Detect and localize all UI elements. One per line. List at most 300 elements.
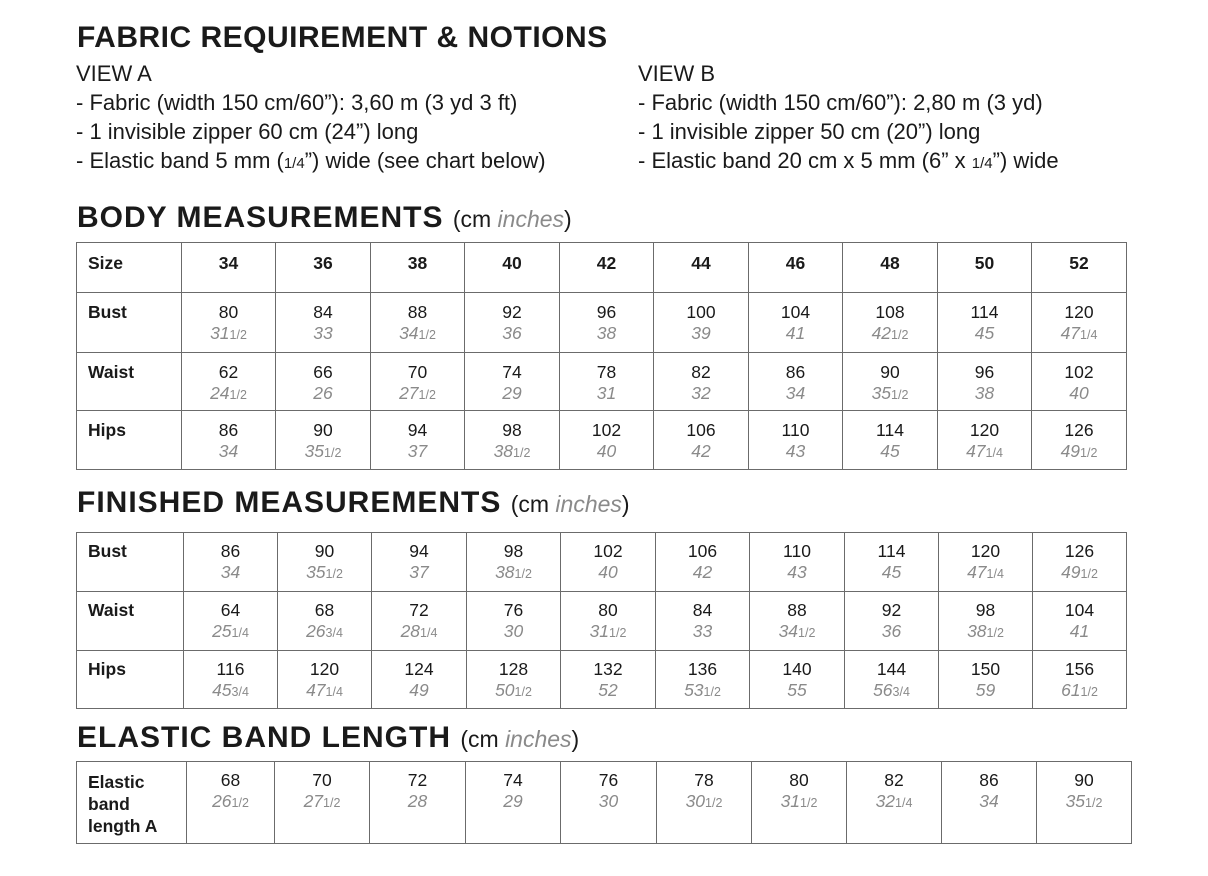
measurement-cell	[276, 411, 371, 470]
measurement-cell	[187, 762, 275, 844]
measurement-cell	[843, 353, 938, 411]
inch-whole: 45	[880, 441, 900, 461]
measurement-cell	[845, 533, 939, 592]
measurement-cell	[561, 592, 656, 651]
cm-value: 70	[407, 362, 428, 382]
inch-fraction: 1/2	[514, 685, 532, 699]
inch-fraction: 1/2	[325, 567, 343, 581]
inch-whole: 34	[220, 562, 241, 582]
cm-value: 124	[404, 659, 434, 679]
inch-fraction: 1/2	[229, 328, 247, 342]
cm-value: 84	[692, 600, 713, 620]
cm-value: 74	[502, 362, 522, 382]
inch-value	[187, 791, 274, 814]
inch-value	[752, 791, 846, 814]
cm-value: 92	[881, 600, 902, 620]
inch-value	[278, 680, 371, 703]
inch-value	[182, 441, 275, 462]
size-cell: 52	[1032, 243, 1127, 293]
body-measurements-title: BODY MEASUREMENTS (cm inches)	[77, 201, 572, 234]
size-header-row	[77, 243, 1127, 293]
inch-whole: 47	[967, 562, 987, 582]
measurement-cell	[942, 762, 1037, 844]
inch-fraction: 1/2	[418, 328, 436, 342]
inch-value	[560, 383, 653, 404]
cm-value: 120	[1064, 302, 1094, 322]
cm-value: 104	[1064, 600, 1095, 620]
inch-value	[466, 791, 560, 812]
units-note: (cm inches)	[452, 206, 572, 232]
inch-whole: 32	[875, 791, 896, 811]
row-label: Hips	[77, 651, 184, 709]
inch-whole: 38	[967, 621, 987, 641]
measurement-cell	[938, 293, 1032, 353]
measurement-cell	[276, 293, 371, 353]
table-row	[77, 651, 1127, 709]
inch-whole: 49	[409, 680, 429, 700]
measurement-cell	[560, 411, 654, 470]
cm-value: 120	[309, 659, 340, 679]
inch-fraction: 1/2	[703, 685, 721, 699]
cm-value: 102	[1064, 362, 1094, 382]
inch-whole: 25	[212, 621, 232, 641]
inch-whole: 34	[979, 791, 999, 811]
inch-whole: 35	[871, 383, 892, 403]
inch-whole: 43	[787, 562, 807, 582]
inch-value	[1033, 621, 1126, 642]
inch-value	[843, 323, 937, 346]
view-b-zipper: - 1 invisible zipper 50 cm (20”) long	[638, 119, 981, 144]
inch-fraction: 1/4	[1080, 328, 1098, 342]
measurement-cell	[939, 533, 1033, 592]
cm-value: 62	[218, 362, 239, 382]
inch-whole: 33	[692, 621, 713, 641]
view-a-zipper: - 1 invisible zipper 60 cm (24”) long	[76, 119, 419, 144]
inch-whole: 31	[596, 383, 617, 403]
inch-whole: 35	[306, 562, 326, 582]
inch-value	[939, 621, 1032, 644]
size-cell: 48	[843, 243, 938, 293]
view-b	[638, 59, 1059, 178]
cm-value: 70	[312, 770, 332, 790]
inch-whole: 27	[399, 383, 419, 403]
inch-value	[654, 323, 748, 344]
cm-value: 120	[969, 420, 1000, 440]
measurement-cell	[1032, 293, 1127, 353]
cm-value: 78	[596, 362, 617, 382]
measurement-cell	[656, 533, 750, 592]
inch-whole: 31	[210, 323, 230, 343]
inch-value	[465, 323, 559, 344]
row-label-line: band	[88, 794, 130, 814]
inch-whole: 42	[692, 562, 713, 582]
cm-value: 132	[593, 659, 623, 679]
measurement-cell	[656, 651, 750, 709]
cm-value: 72	[407, 770, 428, 790]
measurement-cell	[278, 533, 372, 592]
table-row	[77, 293, 1127, 353]
measurement-cell	[843, 293, 938, 353]
cm-value: 90	[314, 541, 335, 561]
inch-whole: 28	[400, 621, 421, 641]
cm-value: 114	[970, 302, 999, 322]
inch-value	[657, 791, 751, 814]
inch-value	[847, 791, 941, 814]
inch-fraction: 1/4	[231, 626, 249, 640]
inch-value	[275, 791, 369, 814]
inch-whole: 53	[684, 680, 704, 700]
measurement-cell	[1037, 762, 1132, 844]
inch-value	[1033, 680, 1126, 703]
measurement-cell	[1033, 592, 1127, 651]
inch-whole: 50	[495, 680, 515, 700]
inch-whole: 33	[313, 323, 333, 343]
view-b-elastic: - Elastic band 20 cm x 5 mm (6” x 1/4”) wide	[638, 148, 1059, 173]
cm-value: 86	[785, 362, 806, 382]
table-row	[77, 411, 1127, 470]
cm-value: 68	[220, 770, 241, 790]
measurement-cell	[372, 651, 467, 709]
size-cell: 44	[654, 243, 749, 293]
view-a-elastic: - Elastic band 5 mm (1/4”) wide (see chart below)	[76, 148, 546, 173]
cm-value: 86	[220, 541, 241, 561]
inch-whole: 40	[1069, 383, 1089, 403]
inch-value	[1037, 791, 1131, 814]
inch-value	[370, 791, 465, 812]
cm-value: 126	[1064, 420, 1094, 440]
inch-value	[845, 621, 938, 642]
measurement-cell	[750, 533, 845, 592]
measurement-cell	[654, 353, 749, 411]
row-label: Bust	[77, 293, 182, 353]
inch-whole: 49	[1061, 562, 1081, 582]
inch-whole: 38	[596, 323, 617, 343]
size-label: Size	[77, 243, 182, 293]
size-cell: 50	[938, 243, 1032, 293]
inch-whole: 47	[966, 441, 986, 461]
inch-value	[845, 562, 938, 583]
inch-whole: 37	[409, 562, 429, 582]
inch-fraction: 1/2	[891, 388, 909, 402]
inch-whole: 45	[881, 562, 902, 582]
measurement-cell	[939, 651, 1033, 709]
inch-value	[843, 383, 937, 406]
cm-value: 90	[880, 362, 900, 382]
cm-value: 106	[687, 541, 718, 561]
inch-fraction: 1/2	[231, 796, 249, 810]
measurement-cell	[749, 353, 843, 411]
cm-value: 74	[503, 770, 523, 790]
inch-value	[276, 441, 370, 464]
measurement-cell	[372, 533, 467, 592]
measurement-cell	[467, 651, 561, 709]
cm-value: 80	[598, 600, 618, 620]
inch-whole: 35	[304, 441, 325, 461]
inch-value	[184, 562, 277, 583]
row-label: Bust	[77, 533, 184, 592]
cm-value: 144	[876, 659, 907, 679]
inch-value	[750, 621, 844, 644]
inch-fraction: 1/2	[891, 328, 909, 342]
inch-whole: 35	[1065, 791, 1086, 811]
inch-value	[467, 621, 560, 642]
inch-value	[465, 441, 559, 464]
size-cell: 46	[749, 243, 843, 293]
size-cell: 42	[560, 243, 654, 293]
measurement-cell	[847, 762, 942, 844]
inch-whole: 55	[787, 680, 807, 700]
row-label-line: Elastic	[88, 772, 145, 792]
table-row	[77, 353, 1127, 411]
inch-whole: 36	[881, 621, 902, 641]
measurement-cell	[750, 592, 845, 651]
measurement-cell	[184, 592, 278, 651]
inch-whole: 40	[598, 562, 618, 582]
view-a-fabric: - Fabric (width 150 cm/60”): 3,60 m (3 yd 3 ft)	[76, 90, 518, 115]
measurement-cell	[845, 592, 939, 651]
row-label: Hips	[77, 411, 182, 470]
inch-fraction: 1/2	[1080, 685, 1098, 699]
inch-value	[843, 441, 937, 462]
inch-fraction: 1/2	[705, 796, 723, 810]
elastic-band-table	[76, 761, 1132, 844]
measurement-cell	[1033, 533, 1127, 592]
inch-whole: 42	[691, 441, 711, 461]
inch-whole: 30	[685, 791, 706, 811]
inch-whole: 42	[871, 323, 892, 343]
table-row	[77, 533, 1127, 592]
inch-value	[750, 562, 844, 583]
cm-value: 114	[876, 420, 904, 440]
inch-whole: 24	[210, 383, 230, 403]
cm-value: 72	[409, 600, 429, 620]
inch-whole: 52	[598, 680, 618, 700]
inch-value	[276, 383, 370, 404]
inch-fraction: 1/2	[800, 796, 818, 810]
cm-value: 76	[598, 770, 619, 790]
cm-value: 78	[694, 770, 714, 790]
inch-value	[278, 562, 371, 585]
cm-value: 86	[218, 420, 239, 440]
inch-value	[467, 562, 560, 585]
inch-fraction: 1/4	[420, 626, 438, 640]
cm-value: 90	[313, 420, 333, 440]
inch-fraction: 1/2	[513, 446, 531, 460]
cm-value: 88	[407, 302, 428, 322]
cm-value: 68	[314, 600, 335, 620]
inch-value	[656, 680, 749, 703]
inch-value	[184, 621, 277, 644]
cm-value: 156	[1064, 659, 1095, 679]
inch-value	[465, 383, 559, 404]
inch-value	[372, 680, 466, 701]
measurement-cell	[561, 762, 657, 844]
inch-value	[1033, 562, 1126, 585]
inch-value	[656, 562, 749, 583]
fabric-title: FABRIC REQUIREMENT & NOTIONS	[77, 21, 608, 54]
inch-fraction: 1/2	[514, 567, 532, 581]
cm-value: 96	[596, 302, 617, 322]
inch-whole: 31	[780, 791, 801, 811]
measurement-cell	[938, 353, 1032, 411]
measurement-cell	[560, 353, 654, 411]
measurement-cell	[278, 651, 372, 709]
inch-value	[561, 680, 655, 701]
cm-value: 100	[686, 302, 716, 322]
inch-fraction: 3/4	[231, 685, 249, 699]
cm-value: 88	[787, 600, 807, 620]
inch-whole: 37	[407, 441, 428, 461]
cm-value: 80	[218, 302, 239, 322]
measurement-cell	[182, 293, 276, 353]
measurement-cell	[939, 592, 1033, 651]
cm-value: 108	[875, 302, 905, 322]
cm-value: 102	[593, 541, 623, 561]
cm-value: 110	[781, 420, 810, 440]
inch-whole: 38	[495, 562, 515, 582]
cm-value: 140	[782, 659, 812, 679]
measurement-cell	[749, 293, 843, 353]
measurement-cell	[182, 353, 276, 411]
size-cell: 34	[182, 243, 276, 293]
inch-value	[561, 562, 655, 583]
inch-whole: 31	[589, 621, 610, 641]
inch-value	[939, 680, 1032, 701]
inch-value	[1032, 383, 1126, 404]
cm-value: 92	[502, 302, 522, 322]
inch-whole: 47	[1060, 323, 1081, 343]
finished-measurements-title: FINISHED MEASUREMENTS (cm inches)	[77, 486, 630, 519]
inch-whole: 47	[306, 680, 326, 700]
row-label-line: length A	[88, 816, 158, 836]
size-cell: 36	[276, 243, 371, 293]
cm-value: 86	[979, 770, 999, 790]
inch-value	[942, 791, 1036, 812]
view-a	[76, 59, 546, 178]
inch-fraction: 1/2	[798, 626, 816, 640]
inch-fraction: 1/2	[323, 796, 341, 810]
inch-fraction: 1/4	[985, 446, 1003, 460]
inch-value	[276, 323, 370, 344]
cm-value: 94	[409, 541, 429, 561]
inch-value	[938, 323, 1031, 344]
cm-value: 120	[970, 541, 1001, 561]
measurement-cell	[845, 651, 939, 709]
inch-value	[654, 383, 748, 404]
cm-value: 98	[502, 420, 522, 440]
inch-whole: 38	[493, 441, 514, 461]
inch-value	[749, 441, 842, 462]
inch-value	[749, 323, 842, 344]
measurement-cell	[467, 592, 561, 651]
cm-value: 116	[216, 659, 245, 679]
table-row	[77, 762, 1132, 844]
row-label: Waist	[77, 592, 184, 651]
inch-fraction: 1/2	[986, 626, 1004, 640]
cm-value: 98	[975, 600, 996, 620]
measurement-cell	[371, 353, 465, 411]
inch-whole: 26	[313, 383, 333, 403]
inch-whole: 27	[303, 791, 324, 811]
inch-whole: 34	[399, 323, 419, 343]
inch-value	[372, 621, 466, 644]
measurement-cell	[466, 762, 561, 844]
inch-whole: 32	[691, 383, 711, 403]
body-measurements-table	[76, 242, 1127, 470]
inch-whole: 28	[407, 791, 428, 811]
inch-value	[561, 791, 656, 812]
inch-value	[939, 562, 1032, 585]
cm-value: 94	[407, 420, 428, 440]
inch-whole: 61	[1061, 680, 1081, 700]
inch-fraction: 1/4	[325, 685, 343, 699]
measurement-cell	[371, 293, 465, 353]
cm-value: 106	[686, 420, 716, 440]
cm-value: 110	[783, 541, 811, 561]
measurement-cell	[561, 533, 656, 592]
inch-whole: 45	[974, 323, 995, 343]
elastic-band-title: ELASTIC BAND LENGTH (cm inches)	[77, 721, 580, 754]
cm-value: 136	[687, 659, 718, 679]
finished-measurements-table	[76, 532, 1127, 709]
measurement-cell	[1032, 353, 1127, 411]
measurement-cell	[1033, 651, 1127, 709]
measurement-cell	[184, 651, 278, 709]
row-label: Waist	[77, 353, 182, 411]
inch-value	[560, 441, 653, 462]
inch-value	[749, 383, 842, 404]
inch-whole: 34	[785, 383, 806, 403]
inch-fraction: 1/2	[1085, 796, 1103, 810]
inch-whole: 30	[503, 621, 524, 641]
inch-whole: 59	[975, 680, 996, 700]
inch-value	[278, 621, 371, 644]
inch-whole: 34	[778, 621, 799, 641]
cm-value: 128	[498, 659, 529, 679]
view-b-fabric: - Fabric (width 150 cm/60”): 2,80 m (3 yd)	[638, 90, 1043, 115]
measurement-cell	[467, 533, 561, 592]
cm-value: 80	[789, 770, 809, 790]
measurement-cell	[843, 411, 938, 470]
inch-value	[467, 680, 560, 703]
inch-fraction: 1/2	[1080, 567, 1098, 581]
inch-value	[371, 383, 464, 406]
inch-fraction: 3/4	[892, 685, 910, 699]
inch-value	[938, 441, 1031, 464]
measurement-cell	[371, 411, 465, 470]
measurement-cell	[276, 353, 371, 411]
cm-value: 104	[780, 302, 811, 322]
cm-value: 82	[884, 770, 904, 790]
measurement-cell	[750, 651, 845, 709]
cm-value: 114	[877, 541, 906, 561]
inch-value	[371, 441, 464, 462]
inch-value	[1032, 323, 1126, 346]
measurement-cell	[938, 411, 1032, 470]
measurement-cell	[372, 592, 467, 651]
inch-value	[845, 680, 938, 703]
cm-value: 84	[313, 302, 333, 322]
inch-value	[182, 383, 275, 406]
cm-value: 126	[1064, 541, 1095, 561]
measurement-cell	[184, 533, 278, 592]
inch-whole: 43	[785, 441, 806, 461]
cm-value: 150	[970, 659, 1001, 679]
cm-value: 76	[503, 600, 524, 620]
inch-value	[372, 562, 466, 583]
inch-whole: 34	[218, 441, 239, 461]
measurement-cell	[275, 762, 370, 844]
